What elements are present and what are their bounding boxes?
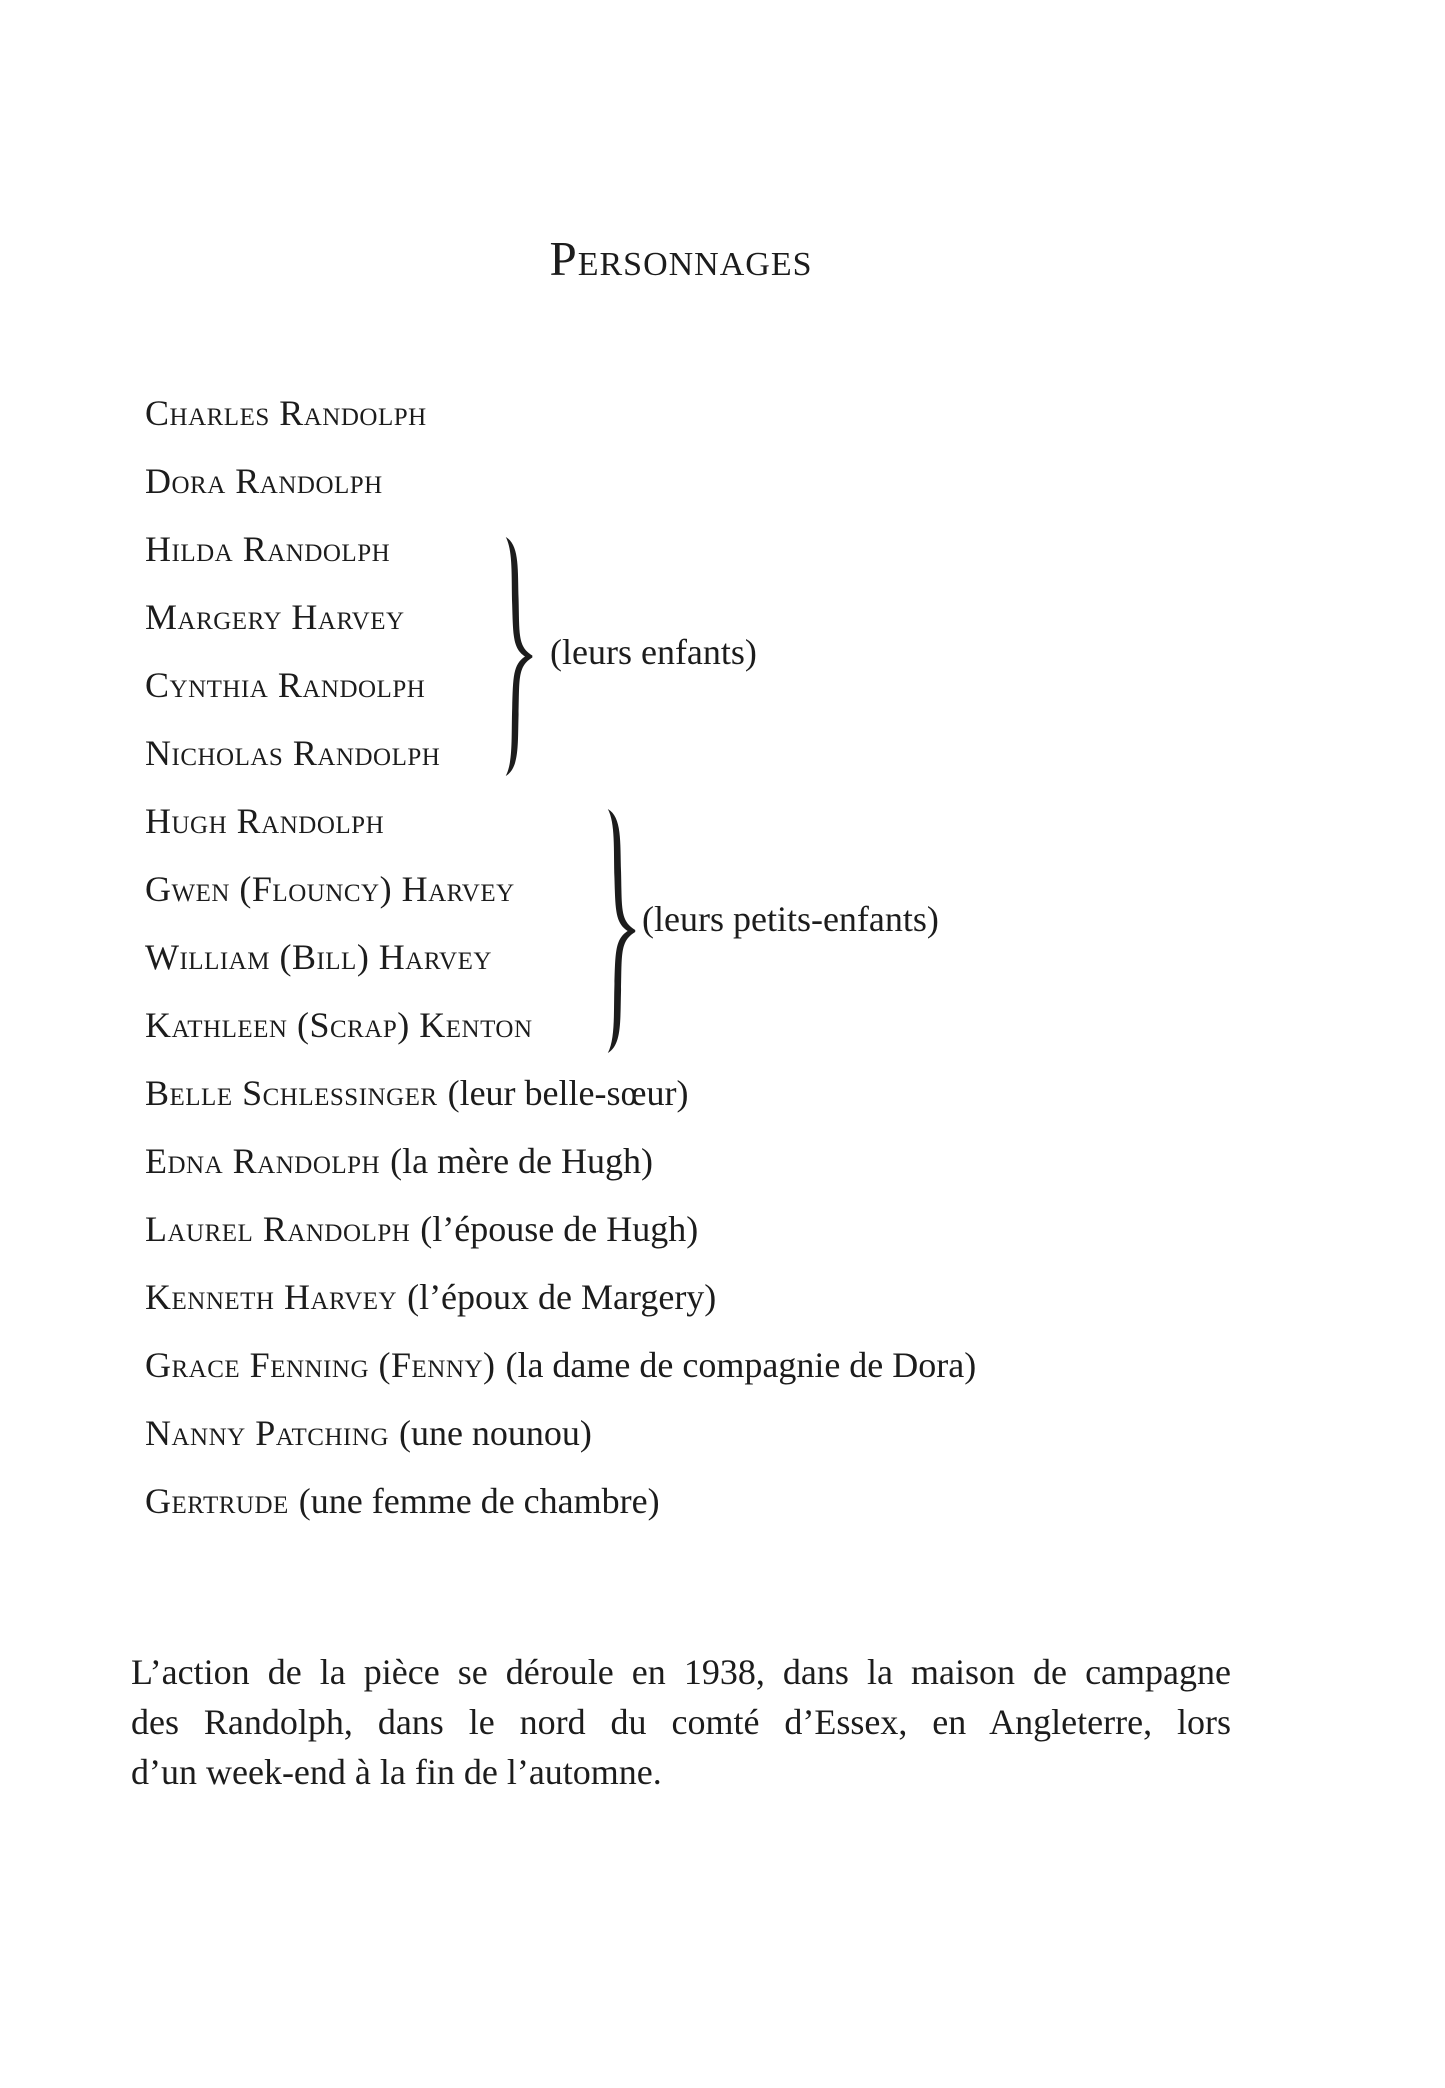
- character-row: [145, 447, 1231, 515]
- character-name: Cynthia Randolph: [145, 665, 426, 705]
- character-description: (une nounou): [398, 1413, 592, 1453]
- character-name: Charles Randolph: [145, 393, 427, 433]
- character-name: Laurel Randolph: [145, 1209, 411, 1249]
- character-row: [145, 1331, 1231, 1399]
- setting-note-line: d’un week-end à la fin de l’automne.: [131, 1752, 662, 1792]
- character-row: [145, 991, 1231, 1059]
- character-row: [145, 1195, 1231, 1263]
- character-name: Kathleen (Scrap) Kenton: [145, 1005, 533, 1045]
- character-name: Kenneth Harvey: [145, 1277, 398, 1317]
- character-name: Gertrude: [145, 1481, 289, 1521]
- right-brace-icon: [503, 537, 536, 776]
- character-row: [145, 1467, 1231, 1535]
- setting-note-line: L’action de la pièce se déroule en 1938, dans la maison de campagne: [131, 1652, 1231, 1692]
- page-content: [131, 0, 1231, 1797]
- character-list: [145, 379, 1231, 1535]
- character-row: [145, 515, 1231, 583]
- character-description: (la dame de compagnie de Dora): [505, 1345, 977, 1385]
- character-name: Nanny Patching: [145, 1413, 389, 1453]
- character-description: (la mère de Hugh): [390, 1141, 654, 1181]
- character-row: [145, 379, 1231, 447]
- children-group-label: (leurs enfants): [550, 632, 757, 672]
- character-name: Edna Randolph: [145, 1141, 381, 1181]
- grandchildren-group-label: (leurs petits-enfants): [642, 899, 939, 939]
- character-row: [145, 1399, 1231, 1467]
- character-name: Hilda Randolph: [145, 529, 391, 569]
- character-row: [145, 1059, 1231, 1127]
- character-name: Dora Randolph: [145, 461, 383, 501]
- character-row: [145, 1263, 1231, 1331]
- right-brace-icon: [605, 809, 639, 1053]
- children-group: [145, 515, 1231, 787]
- character-description: (une femme de chambre): [298, 1481, 660, 1521]
- character-name: Gwen (Flouncy) Harvey: [145, 869, 515, 909]
- character-row: [145, 1127, 1231, 1195]
- character-name: Nicholas Randolph: [145, 733, 441, 773]
- setting-note: [131, 1647, 1231, 1797]
- character-description: (l’époux de Margery): [407, 1277, 717, 1317]
- page-title: Personnages: [549, 231, 813, 286]
- setting-note-line: des Randolph, dans le nord du comté d’Essex, en Angleterre, lors: [131, 1702, 1231, 1742]
- character-name: Grace Fenning (Fenny): [145, 1345, 496, 1385]
- character-name: Hugh Randolph: [145, 801, 385, 841]
- character-name: Margery Harvey: [145, 597, 405, 637]
- character-row: [145, 787, 1231, 855]
- character-description: (l’épouse de Hugh): [420, 1209, 699, 1249]
- grandchildren-group: [145, 787, 1231, 1059]
- character-row: [145, 719, 1231, 787]
- character-name: William (Bill) Harvey: [145, 937, 492, 977]
- character-name: Belle Schlessinger: [145, 1073, 438, 1113]
- character-description: (leur belle-sœur): [447, 1073, 689, 1113]
